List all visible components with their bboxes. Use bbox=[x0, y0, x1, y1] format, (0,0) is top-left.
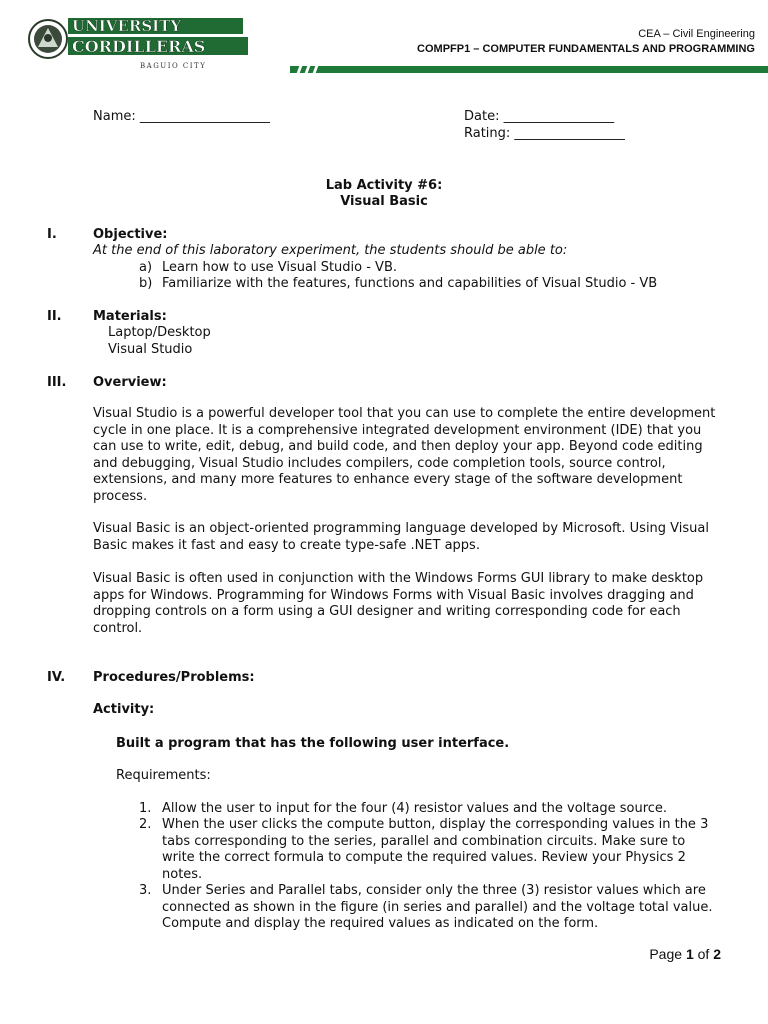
logo-city: BAGUIO CITY bbox=[140, 62, 207, 70]
section-heading: Procedures/Problems: bbox=[93, 670, 255, 685]
current-page: 1 bbox=[685, 946, 694, 962]
header-rule bbox=[290, 66, 768, 73]
paragraph: Visual Studio is a powerful developer tool that you can use to complete the entire development cycle in one place. It is a comprehensive integrated development environment (IDE) that you can use to write, edit, debug, and build code, and then deploy your app. Beyond code editing and debugging, Visual Studio includes compilers, code completion tools, source control, extensions, and many more features to enhance every stage of the software development process. bbox=[93, 406, 716, 504]
list-item: Learn how to use Visual Studio - VB. bbox=[162, 260, 397, 275]
page-word: Page bbox=[649, 946, 683, 962]
list-marker: 3. bbox=[139, 883, 152, 898]
requirements-label: Requirements: bbox=[116, 768, 211, 783]
list-marker: 2. bbox=[139, 817, 152, 832]
requirement-item: When the user clicks the compute button, display the corresponding values in the 3 tabs corresponding to the series, parallel and combination circuits. Make sure to write the correct formula to compute the required values. Review your Physics 2 notes. bbox=[162, 817, 709, 882]
of-word: of bbox=[697, 946, 710, 962]
paragraph: Visual Basic is an object-oriented programming language developed by Microsoft. Using Visual Basic makes it fast and easy to create type-safe .NET apps. bbox=[93, 521, 709, 553]
logo-line1: UNIVERSITY bbox=[72, 17, 182, 35]
name-field: Name: ____________________ bbox=[93, 109, 270, 124]
task-statement: Built a program that has the following user interface. bbox=[116, 736, 510, 751]
list-item: Familiarize with the features, functions and capabilities of Visual Studio - VB bbox=[162, 276, 658, 291]
requirement-item: Allow the user to input for the four (4) resistor values and the voltage source. bbox=[162, 801, 668, 816]
activity-label: Activity: bbox=[93, 702, 155, 717]
section-heading: Objective: bbox=[93, 227, 168, 242]
header-right bbox=[417, 27, 755, 57]
paragraph: Visual Basic is often used in conjunction with the Windows Forms GUI library to make desktop apps for Windows. Programming for Windows Forms with Visual Basic involves dragging and dropping controls on a form using a GUI designer and writing corresponding code for each control. bbox=[93, 571, 704, 636]
page-number bbox=[649, 946, 721, 962]
section-number: II. bbox=[47, 309, 62, 324]
objective-intro: At the end of this laboratory experiment, the students should be able to: bbox=[93, 243, 568, 258]
list-marker: b) bbox=[139, 276, 153, 291]
rating-field: Rating: _________________ bbox=[464, 126, 625, 141]
list-marker: 1. bbox=[139, 801, 152, 816]
course-title: COMPFP1 – COMPUTER FUNDAMENTALS AND PROGRAMMING bbox=[417, 43, 755, 55]
section-number: IV. bbox=[47, 670, 66, 685]
lab-subtitle: Visual Basic bbox=[340, 194, 428, 209]
total-pages: 2 bbox=[713, 946, 721, 962]
list-item: Laptop/Desktop bbox=[108, 325, 211, 340]
section-heading: Materials: bbox=[93, 309, 167, 324]
section-number: III. bbox=[47, 375, 67, 390]
university-logo bbox=[28, 12, 250, 70]
section-number: I. bbox=[47, 227, 57, 242]
list-marker: a) bbox=[139, 260, 153, 275]
date-field: Date: _________________ bbox=[464, 109, 615, 124]
lab-title: Lab Activity #6: bbox=[325, 178, 443, 193]
logo-line2: CORDILLERAS bbox=[72, 37, 206, 56]
list-item: Visual Studio bbox=[108, 342, 193, 357]
section-heading: Overview: bbox=[93, 375, 167, 390]
department: CEA – Civil Engineering bbox=[638, 28, 755, 40]
requirement-item: Under Series and Parallel tabs, consider only the three (3) resistor values which are connected as shown in the figure (in series and parallel) and the voltage total value. Compute and display the required values as indicated on the form. bbox=[162, 883, 713, 931]
